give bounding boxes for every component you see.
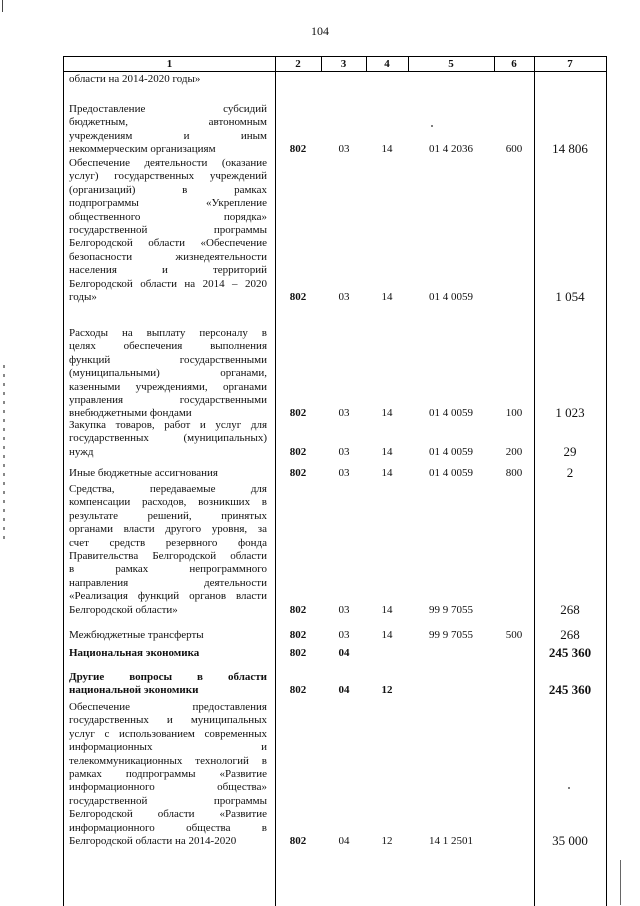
description-line: бюджетным, автономным (69, 116, 267, 129)
col-target-article: 01 4 0059 (429, 291, 473, 303)
col-razdel: 03 (338, 143, 350, 156)
header-col-6: 6 (511, 58, 517, 70)
col-sum: 1 023 (555, 405, 585, 421)
col-glava: 802 (289, 835, 307, 847)
col-razdel: 03 (338, 407, 350, 420)
description-line: Иные бюджетные ассигнования (69, 467, 218, 479)
col-sum: 268 (560, 627, 580, 642)
description-line: внебюджетными фондами (69, 407, 192, 420)
col-target-article: 01 4 0059 (429, 467, 473, 479)
description-line: государственной программы (69, 794, 267, 807)
description-line: безопасности жизнедеятельности (69, 250, 267, 263)
header-divider (321, 57, 322, 72)
description-line: органами власти другого уровня, за (69, 523, 267, 536)
description-line: государственных (муниципальных) (69, 432, 267, 445)
description-line: информационных и (69, 741, 267, 754)
col-sum: 245 360 (548, 645, 592, 660)
col-expense-type: 600 (505, 143, 523, 156)
description-line: функций государственными (69, 353, 267, 366)
col-podrazdel: 14 (381, 291, 393, 303)
description-line: Белгородской области «Обеспечение (69, 237, 267, 250)
description-line: услуг с использованием современных (69, 727, 267, 740)
description-line: годы» (69, 290, 97, 303)
col-razdel: 03 (338, 291, 350, 303)
header-divider (408, 57, 409, 72)
page-number: 104 (311, 24, 329, 38)
row-description (69, 419, 267, 459)
column-divider (534, 72, 535, 906)
col-glava: 802 (289, 407, 307, 420)
col-razdel: 03 (338, 467, 350, 479)
header-divider (366, 57, 367, 72)
col-razdel: 03 (338, 629, 350, 641)
row-description (69, 103, 267, 157)
description-line: Предоставление субсидий (69, 103, 267, 115)
description-line: Белгородской области на 2014 – 2020 (69, 277, 267, 290)
col-podrazdel: 14 (381, 629, 393, 641)
description-line: Средства, передаваемые для (69, 483, 267, 495)
table-header (64, 57, 606, 72)
col-razdel: 03 (338, 445, 350, 458)
header-col-2: 2 (295, 58, 301, 70)
col-expense-type: 100 (505, 407, 523, 420)
col-glava: 802 (289, 143, 307, 156)
description-line: подпрограммы «Укрепление (69, 197, 267, 210)
description-line: Белгородской области «Развитие (69, 808, 267, 821)
description-line: «Реализация функций органов власти (69, 590, 267, 603)
description-line: государственной программы (69, 223, 267, 236)
description-line: учреждениям и иным (69, 129, 267, 142)
col-sum: 29 (563, 443, 577, 459)
col-podrazdel: 14 (381, 407, 393, 420)
description-line: результате решений, принятых (69, 509, 267, 522)
description-line: населения и территорий (69, 264, 267, 277)
header-col-3: 3 (340, 58, 347, 70)
description-line: казенными учреждениями, органами (69, 380, 267, 393)
row-description (69, 157, 267, 304)
description-line: области на 2014-2020 годы» (69, 73, 201, 85)
col-target-article: 01 4 0059 (429, 407, 473, 420)
row-description (69, 467, 267, 480)
description-line: национальной экономики (69, 684, 199, 697)
col-target-article: 99 9 7055 (429, 629, 473, 641)
row-description (69, 73, 267, 86)
binding-marks (3, 365, 5, 545)
description-line: (муниципальными) органами, (69, 367, 267, 380)
description-line: Белгородской области» (69, 603, 178, 616)
row-description (69, 483, 267, 617)
col-glava: 802 (289, 629, 307, 641)
col-target-article: 14 1 2501 (429, 835, 473, 847)
col-podrazdel: 12 (381, 835, 393, 847)
col-sum: 1 054 (555, 289, 585, 304)
description-line: информационного общества в (69, 821, 267, 834)
col-razdel: 03 (338, 603, 350, 616)
description-line: телекоммуникационных технологий в (69, 754, 267, 767)
col-target-article: 99 9 7055 (429, 603, 473, 616)
row-description (69, 327, 267, 421)
description-line: Обеспечение деятельности (оказание (69, 157, 267, 169)
col-razdel: 04 (338, 835, 350, 847)
description-line: общественного порядка» (69, 210, 267, 223)
col-expense-type: 800 (505, 467, 523, 479)
col-podrazdel: 14 (381, 603, 393, 616)
header-divider (534, 57, 535, 72)
col-expense-type: 200 (505, 445, 523, 458)
col-podrazdel: 14 (381, 445, 393, 458)
col-razdel: 04 (338, 684, 350, 697)
col-glava: 802 (289, 647, 307, 659)
description-line: целях обеспечения выполнения (69, 340, 267, 353)
col-podrazdel: 14 (381, 467, 393, 479)
description-line: в рамках непрограммного (69, 563, 267, 576)
description-line: компенсации расходов, возникших в (69, 496, 267, 509)
column-divider (275, 72, 276, 906)
col-glava: 802 (289, 445, 307, 458)
description-line: Национальная экономика (69, 647, 200, 659)
row-description (69, 647, 267, 660)
header-col-5: 5 (448, 58, 454, 70)
description-line: некоммерческим организациям (69, 143, 216, 156)
row-description (69, 671, 267, 698)
description-line: государственных и муниципальных (69, 714, 267, 727)
description-line: Межбюджетные трансферты (69, 629, 204, 641)
col-target-article: 01 4 2036 (429, 143, 473, 156)
header-col-4: 4 (384, 58, 390, 70)
col-sum: 2 (566, 465, 574, 480)
description-line: направления деятельности (69, 576, 267, 589)
col-glava: 802 (289, 291, 307, 303)
description-line: услуг) государственных учреждений (69, 170, 267, 183)
description-line: управления государственными (69, 393, 267, 406)
description-line: Обеспечение предоставления (69, 701, 267, 713)
scan-speck (568, 787, 570, 789)
col-expense-type: 500 (505, 629, 523, 641)
header-col-1: 1 (166, 58, 173, 70)
header-divider (275, 57, 276, 72)
scan-edge-mark (620, 860, 621, 905)
row-description (69, 701, 267, 848)
description-line: Другие вопросы в области (69, 671, 267, 683)
col-glava: 802 (289, 603, 307, 616)
header-divider (494, 57, 495, 72)
description-line: Расходы на выплату персоналу в (69, 327, 267, 339)
row-description (69, 629, 267, 642)
scan-edge-mark (2, 0, 3, 12)
col-podrazdel: 14 (381, 143, 393, 156)
description-line: счет средств резервного фонда (69, 536, 267, 549)
description-line: (организаций) в рамках (69, 183, 267, 196)
description-line: нужд (69, 445, 94, 458)
description-line: Белгородской области на 2014-2020 (69, 834, 237, 847)
col-sum: 268 (560, 601, 580, 617)
scan-speck (431, 125, 433, 127)
col-sum: 245 360 (548, 682, 592, 698)
col-glava: 802 (289, 684, 307, 697)
col-sum: 14 806 (552, 141, 588, 157)
description-line: Правительства Белгородской области (69, 549, 267, 562)
col-podrazdel: 12 (381, 684, 393, 697)
budget-table (63, 56, 607, 906)
col-target-article: 01 4 0059 (429, 445, 473, 458)
description-line: информационного общества» (69, 781, 267, 794)
col-glava: 802 (289, 467, 307, 479)
description-line: Закупка товаров, работ и услуг для (69, 419, 267, 431)
col-razdel: 04 (338, 647, 350, 659)
header-col-7: 7 (567, 58, 573, 70)
col-sum: 35 000 (552, 833, 588, 848)
description-line: рамках подпрограммы «Развитие (69, 767, 267, 780)
